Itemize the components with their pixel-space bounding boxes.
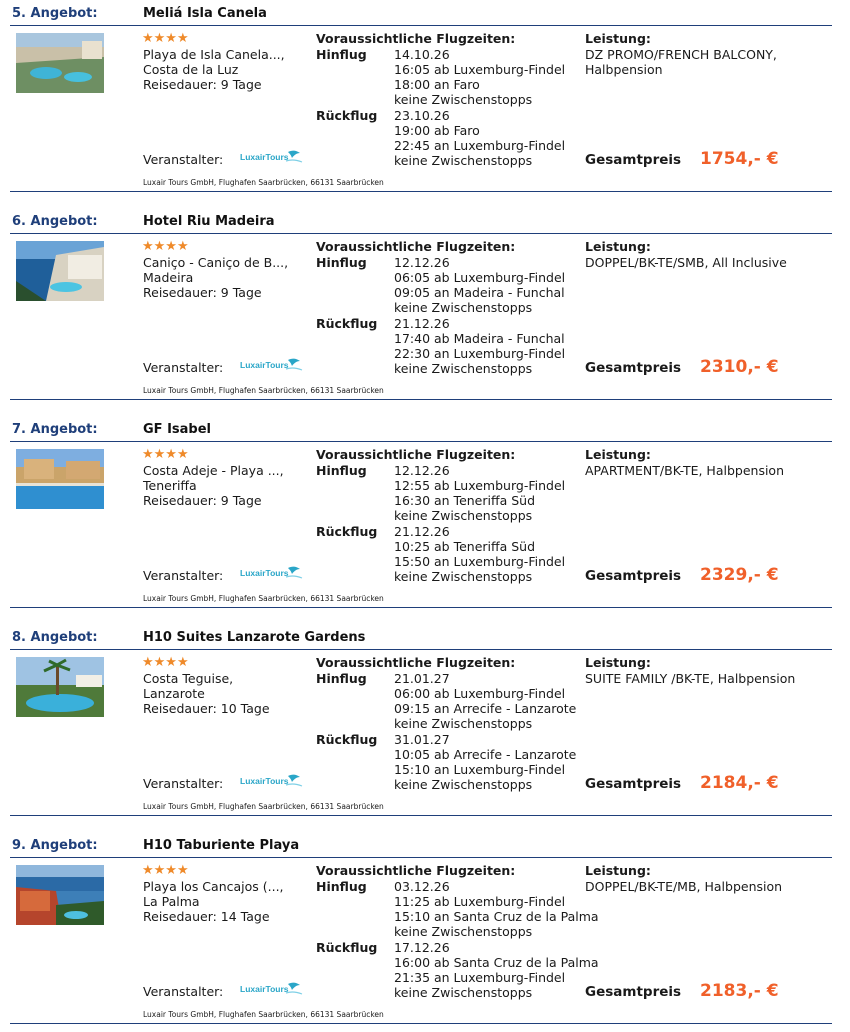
offer-number: 5. Angebot:	[12, 6, 98, 21]
return-label: Rückflug	[316, 732, 378, 747]
offer-card	[0, 0, 850, 200]
outbound-label: Hinflug	[316, 463, 367, 478]
offer-number: 7. Angebot:	[12, 422, 98, 437]
return-line: 17:40 ab Madeira - Funchal	[394, 331, 565, 347]
location-line: Reisedauer: 9 Tage	[143, 285, 262, 301]
flight-times-heading: Voraussichtliche Flugzeiten:	[316, 655, 516, 670]
return-line: keine Zwischenstopps	[394, 985, 533, 1001]
outbound-label: Hinflug	[316, 879, 367, 894]
operator-address: Luxair Tours GmbH, Flughafen Saarbrücken, 66131 Saarbrücken	[143, 594, 384, 603]
hotel-name[interactable]: Meliá Isla Canela	[143, 6, 267, 21]
location-line: Madeira	[143, 270, 194, 286]
service-details	[585, 463, 825, 478]
return-line: keine Zwischenstopps	[394, 777, 533, 793]
return-line: 15:10 an Luxemburg-Findel	[394, 762, 566, 778]
header-divider	[10, 25, 832, 26]
svg-text:LuxairTours: LuxairTours	[240, 360, 289, 370]
hotel-name[interactable]: Hotel Riu Madeira	[143, 214, 275, 229]
operator-label: Veranstalter:	[143, 152, 224, 167]
luxair-tours-logo	[240, 772, 304, 790]
outbound-line: 16:30 an Teneriffa Süd	[394, 493, 536, 509]
hotel-name[interactable]: H10 Suites Lanzarote Gardens	[143, 630, 366, 645]
outbound-line: 14.10.26	[394, 47, 450, 62]
offer-card	[0, 624, 850, 824]
star-rating: ★★★★	[142, 31, 189, 46]
return-line: keine Zwischenstopps	[394, 569, 533, 585]
location-line: Costa Teguise,	[143, 671, 234, 686]
return-line: 21:35 an Luxemburg-Findel	[394, 970, 566, 986]
hotel-name[interactable]: GF Isabel	[143, 422, 212, 437]
operator-label: Veranstalter:	[143, 360, 224, 375]
return-line: 23.10.26	[394, 108, 450, 123]
service-line: APARTMENT/BK-TE, Halbpension	[585, 463, 785, 478]
offer-card	[0, 416, 850, 616]
offer-number: 9. Angebot:	[12, 838, 98, 853]
service-heading: Leistung:	[585, 31, 651, 46]
outbound-line: 18:00 an Faro	[394, 77, 480, 93]
hotel-name[interactable]: H10 Taburiente Playa	[143, 838, 300, 853]
outbound-line: 03.12.26	[394, 879, 450, 894]
outbound-line: 21.01.27	[394, 671, 450, 686]
hotel-location	[143, 47, 303, 92]
hotel-thumbnail[interactable]	[16, 657, 104, 717]
service-line: DOPPEL/BK-TE/SMB, All Inclusive	[585, 255, 787, 270]
total-price-label: Gesamtpreis	[585, 776, 682, 792]
location-line: La Palma	[143, 894, 200, 910]
outbound-line: keine Zwischenstopps	[394, 716, 533, 732]
location-line: Reisedauer: 9 Tage	[143, 493, 262, 509]
svg-text:LuxairTours: LuxairTours	[240, 568, 289, 578]
operator-label: Veranstalter:	[143, 984, 224, 999]
service-heading: Leistung:	[585, 239, 651, 254]
star-rating: ★★★★	[142, 655, 189, 670]
outbound-line: 09:05 an Madeira - Funchal	[394, 285, 565, 301]
return-line: 16:00 ab Santa Cruz de la Palma	[394, 955, 599, 971]
location-line: Reisedauer: 9 Tage	[143, 77, 262, 93]
service-line: DZ PROMO/FRENCH BALCONY,	[585, 47, 777, 62]
return-line: 21.12.26	[394, 524, 450, 539]
operator-label: Veranstalter:	[143, 568, 224, 583]
service-line: DOPPEL/BK-TE/MB, Halbpension	[585, 879, 783, 894]
bottom-divider	[10, 815, 832, 816]
bottom-divider	[10, 607, 832, 608]
total-price-label: Gesamtpreis	[585, 152, 682, 168]
total-price-label: Gesamtpreis	[585, 360, 682, 376]
total-price-label: Gesamtpreis	[585, 568, 682, 584]
return-label: Rückflug	[316, 524, 378, 539]
outbound-line: keine Zwischenstopps	[394, 92, 533, 108]
star-rating: ★★★★	[142, 447, 189, 462]
outbound-line: keine Zwischenstopps	[394, 924, 533, 940]
header-divider	[10, 857, 832, 858]
outbound-label: Hinflug	[316, 671, 367, 686]
operator-address: Luxair Tours GmbH, Flughafen Saarbrücken, 66131 Saarbrücken	[143, 1010, 384, 1019]
operator-address: Luxair Tours GmbH, Flughafen Saarbrücken, 66131 Saarbrücken	[143, 178, 384, 187]
outbound-line: 11:25 ab Luxemburg-Findel	[394, 894, 566, 910]
hotel-thumbnail[interactable]	[16, 33, 104, 93]
offer-card	[0, 832, 850, 1032]
location-line: Reisedauer: 10 Tage	[143, 701, 270, 717]
svg-text:LuxairTours: LuxairTours	[240, 152, 289, 162]
luxair-tours-logo	[240, 356, 304, 374]
service-heading: Leistung:	[585, 447, 651, 462]
outbound-line: keine Zwischenstopps	[394, 508, 533, 524]
location-line: Reisedauer: 14 Tage	[143, 909, 270, 925]
location-line: Caniço - Caniço de B...,	[143, 255, 289, 270]
bottom-divider	[10, 1023, 832, 1024]
luxair-tours-logo	[240, 564, 304, 582]
outbound-line: 12:55 ab Luxemburg-Findel	[394, 478, 566, 494]
svg-text:LuxairTours: LuxairTours	[240, 984, 289, 994]
service-details	[585, 671, 825, 686]
service-line: Halbpension	[585, 62, 663, 78]
outbound-line: 06:00 ab Luxemburg-Findel	[394, 686, 566, 702]
total-price-label: Gesamtpreis	[585, 984, 682, 1000]
outbound-line: 15:10 an Santa Cruz de la Palma	[394, 909, 599, 925]
return-line: 22:45 an Luxemburg-Findel	[394, 138, 566, 154]
return-label: Rückflug	[316, 940, 378, 955]
hotel-location	[143, 463, 303, 508]
luxair-tours-logo	[240, 148, 304, 166]
hotel-location	[143, 255, 303, 300]
outbound-line: 12.12.26	[394, 255, 450, 270]
hotel-thumbnail[interactable]	[16, 449, 104, 509]
return-line: 21.12.26	[394, 316, 450, 331]
outbound-line: 06:05 ab Luxemburg-Findel	[394, 270, 566, 286]
outbound-label: Hinflug	[316, 255, 367, 270]
flight-times-heading: Voraussichtliche Flugzeiten:	[316, 863, 516, 878]
service-heading: Leistung:	[585, 863, 651, 878]
service-details	[585, 255, 825, 270]
outbound-line: 12.12.26	[394, 463, 450, 478]
return-line: keine Zwischenstopps	[394, 361, 533, 377]
return-line: 17.12.26	[394, 940, 450, 955]
hotel-thumbnail[interactable]	[16, 241, 104, 301]
service-line: SUITE FAMILY /BK-TE, Halbpension	[585, 671, 796, 686]
location-line: Playa de Isla Canela...,	[143, 47, 285, 62]
outbound-line: 16:05 ab Luxemburg-Findel	[394, 62, 566, 78]
return-line: 19:00 ab Faro	[394, 123, 480, 139]
return-line: 22:30 an Luxemburg-Findel	[394, 346, 566, 362]
total-price-value: 1754,- €	[700, 149, 779, 169]
flight-times-heading: Voraussichtliche Flugzeiten:	[316, 239, 516, 254]
total-price-value: 2183,- €	[700, 981, 779, 1001]
service-details	[585, 47, 825, 77]
location-line: Costa de la Luz	[143, 62, 239, 78]
location-line: Lanzarote	[143, 686, 205, 702]
hotel-location	[143, 671, 303, 716]
outbound-label: Hinflug	[316, 47, 367, 62]
luxair-tours-logo	[240, 980, 304, 998]
return-line: 10:25 ab Teneriffa Süd	[394, 539, 536, 555]
header-divider	[10, 649, 832, 650]
header-divider	[10, 233, 832, 234]
operator-label: Veranstalter:	[143, 776, 224, 791]
bottom-divider	[10, 191, 832, 192]
location-line: Costa Adeje - Playa ...,	[143, 463, 284, 478]
return-line: 10:05 ab Arrecife - Lanzarote	[394, 747, 577, 763]
total-price-value: 2310,- €	[700, 357, 779, 377]
operator-address: Luxair Tours GmbH, Flughafen Saarbrücken, 66131 Saarbrücken	[143, 802, 384, 811]
bottom-divider	[10, 399, 832, 400]
offer-number: 8. Angebot:	[12, 630, 98, 645]
total-price-value: 2184,- €	[700, 773, 779, 793]
star-rating: ★★★★	[142, 863, 189, 878]
svg-text:LuxairTours: LuxairTours	[240, 776, 289, 786]
return-line: keine Zwischenstopps	[394, 153, 533, 169]
return-line: 31.01.27	[394, 732, 450, 747]
operator-address: Luxair Tours GmbH, Flughafen Saarbrücken, 66131 Saarbrücken	[143, 386, 384, 395]
star-rating: ★★★★	[142, 239, 189, 254]
offer-number: 6. Angebot:	[12, 214, 98, 229]
return-line: 15:50 an Luxemburg-Findel	[394, 554, 566, 570]
hotel-thumbnail[interactable]	[16, 865, 104, 925]
location-line: Teneriffa	[143, 478, 197, 494]
header-divider	[10, 441, 832, 442]
flight-times-heading: Voraussichtliche Flugzeiten:	[316, 31, 516, 46]
service-details	[585, 879, 825, 894]
outbound-line: 09:15 an Arrecife - Lanzarote	[394, 701, 577, 717]
offer-card	[0, 208, 850, 408]
flight-times-heading: Voraussichtliche Flugzeiten:	[316, 447, 516, 462]
outbound-line: keine Zwischenstopps	[394, 300, 533, 316]
location-line: Playa los Cancajos (...,	[143, 879, 284, 894]
hotel-location	[143, 879, 303, 924]
return-label: Rückflug	[316, 108, 378, 123]
return-label: Rückflug	[316, 316, 378, 331]
total-price-value: 2329,- €	[700, 565, 779, 585]
service-heading: Leistung:	[585, 655, 651, 670]
